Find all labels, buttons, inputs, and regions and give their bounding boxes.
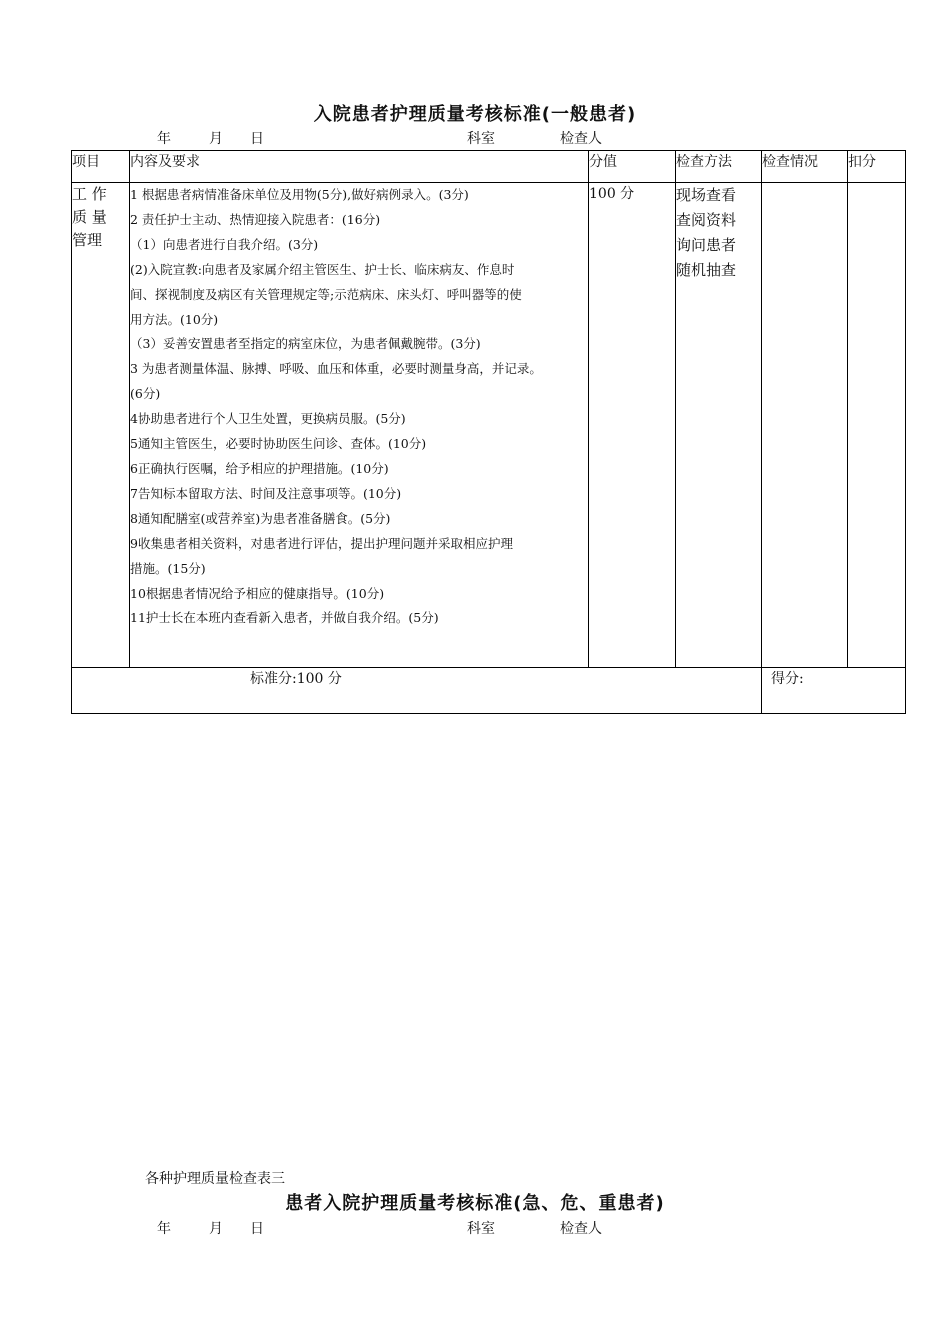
content-line: 11护士长在本班内查看新入患者，并做自我介绍。(5分): [130, 610, 439, 626]
content-line: (6分): [130, 386, 161, 402]
assessment-table: [71, 150, 906, 714]
doc1-dept-label: 科室: [467, 131, 495, 147]
content-line: 7告知标本留取方法、时间及注意事项等。(10分): [130, 485, 402, 501]
content-line: 用方法。(10分): [130, 311, 219, 327]
content-line: 8通知配膳室(或营养室)为患者准备膳食。(5分): [130, 510, 391, 526]
content-line: (2)入院宣教:向患者及家属介绍主管医生、护士长、临床病友、作息时: [130, 261, 515, 277]
category-line: 管理: [72, 231, 103, 249]
body-row: [72, 183, 906, 668]
standard-score-cell: [72, 668, 762, 714]
content-line: 间、探视制度及病区有关管理规定等;示范病床、床头灯、呼叫器等的使: [130, 286, 522, 302]
doc1-year-label: 年: [157, 131, 171, 147]
doc2-year-label: 年: [157, 1221, 171, 1237]
header-item: 项目: [72, 151, 130, 183]
doc2-title: 患者入院护理质量考核标准(急、危、重患者): [285, 1193, 665, 1214]
doc2-month-label: 月: [209, 1221, 223, 1237]
header-status: 检查情况: [762, 151, 848, 183]
footer-row: [72, 668, 906, 714]
doc2-section-label: 各种护理质量检查表三: [145, 1171, 285, 1187]
method-line: 现场查看: [676, 186, 737, 204]
status-cell: [762, 183, 848, 668]
content-line: 1 根据患者病情准备床单位及用物(5分),做好病例录入。(3分): [130, 187, 469, 202]
obtained-score: 得分:: [771, 671, 804, 687]
category-line: 工 作: [72, 185, 107, 203]
content-line: 9收集患者相关资料，对患者进行评估，提出护理问题并采取相应护理: [130, 535, 513, 551]
method-cell: [676, 183, 762, 668]
content-line: 措施。(15分): [130, 560, 206, 576]
obtained-score-cell: [762, 668, 906, 714]
content-cell: [130, 183, 589, 668]
score-cell: 100 分: [589, 183, 676, 668]
header-method: 检查方法: [676, 151, 762, 183]
doc1-month-label: 月: [209, 131, 223, 147]
header-content: 内容及要求: [130, 151, 589, 183]
method-line: 随机抽查: [676, 261, 737, 279]
method-line: 询问患者: [676, 236, 737, 254]
doc1-title: 入院患者护理质量考核标准(一般患者): [313, 104, 637, 125]
content-line: 10根据患者情况给予相应的健康指导。(10分): [130, 585, 385, 601]
content-line: （1）向患者进行自我介绍。(3分): [130, 236, 319, 252]
doc2-inspector-label: 检查人: [560, 1221, 602, 1237]
content-line: 2 责任护士主动、热情迎接入院患者：(16分): [130, 211, 381, 227]
doc1-day-label: 日: [250, 131, 264, 147]
category-line: 质 量: [72, 208, 107, 226]
header-score: 分值: [589, 151, 676, 183]
content-line: （3）妥善安置患者至指定的病室床位，为患者佩戴腕带。(3分): [130, 336, 481, 352]
category-cell: [72, 183, 130, 668]
doc2-dept-label: 科室: [467, 1221, 495, 1237]
doc1-inspector-label: 检查人: [560, 131, 602, 147]
deduction-cell: [848, 183, 906, 668]
content-line: 5通知主管医生，必要时协助医生问诊、查体。(10分): [130, 436, 427, 452]
content-line: 4协助患者进行个人卫生处置，更换病员服。(5分): [130, 411, 406, 427]
content-line: 3 为患者测量体温、脉搏、呼吸、血压和体重，必要时测量身高，并记录。: [130, 361, 542, 377]
header-row: [72, 151, 906, 183]
header-deduction: 扣分: [848, 151, 906, 183]
doc2-day-label: 日: [250, 1221, 264, 1237]
method-line: 查阅资料: [676, 211, 737, 229]
content-line: 6正确执行医嘱，给予相应的护理措施。(10分): [130, 460, 389, 476]
standard-score: 标准分:100 分: [250, 671, 342, 687]
